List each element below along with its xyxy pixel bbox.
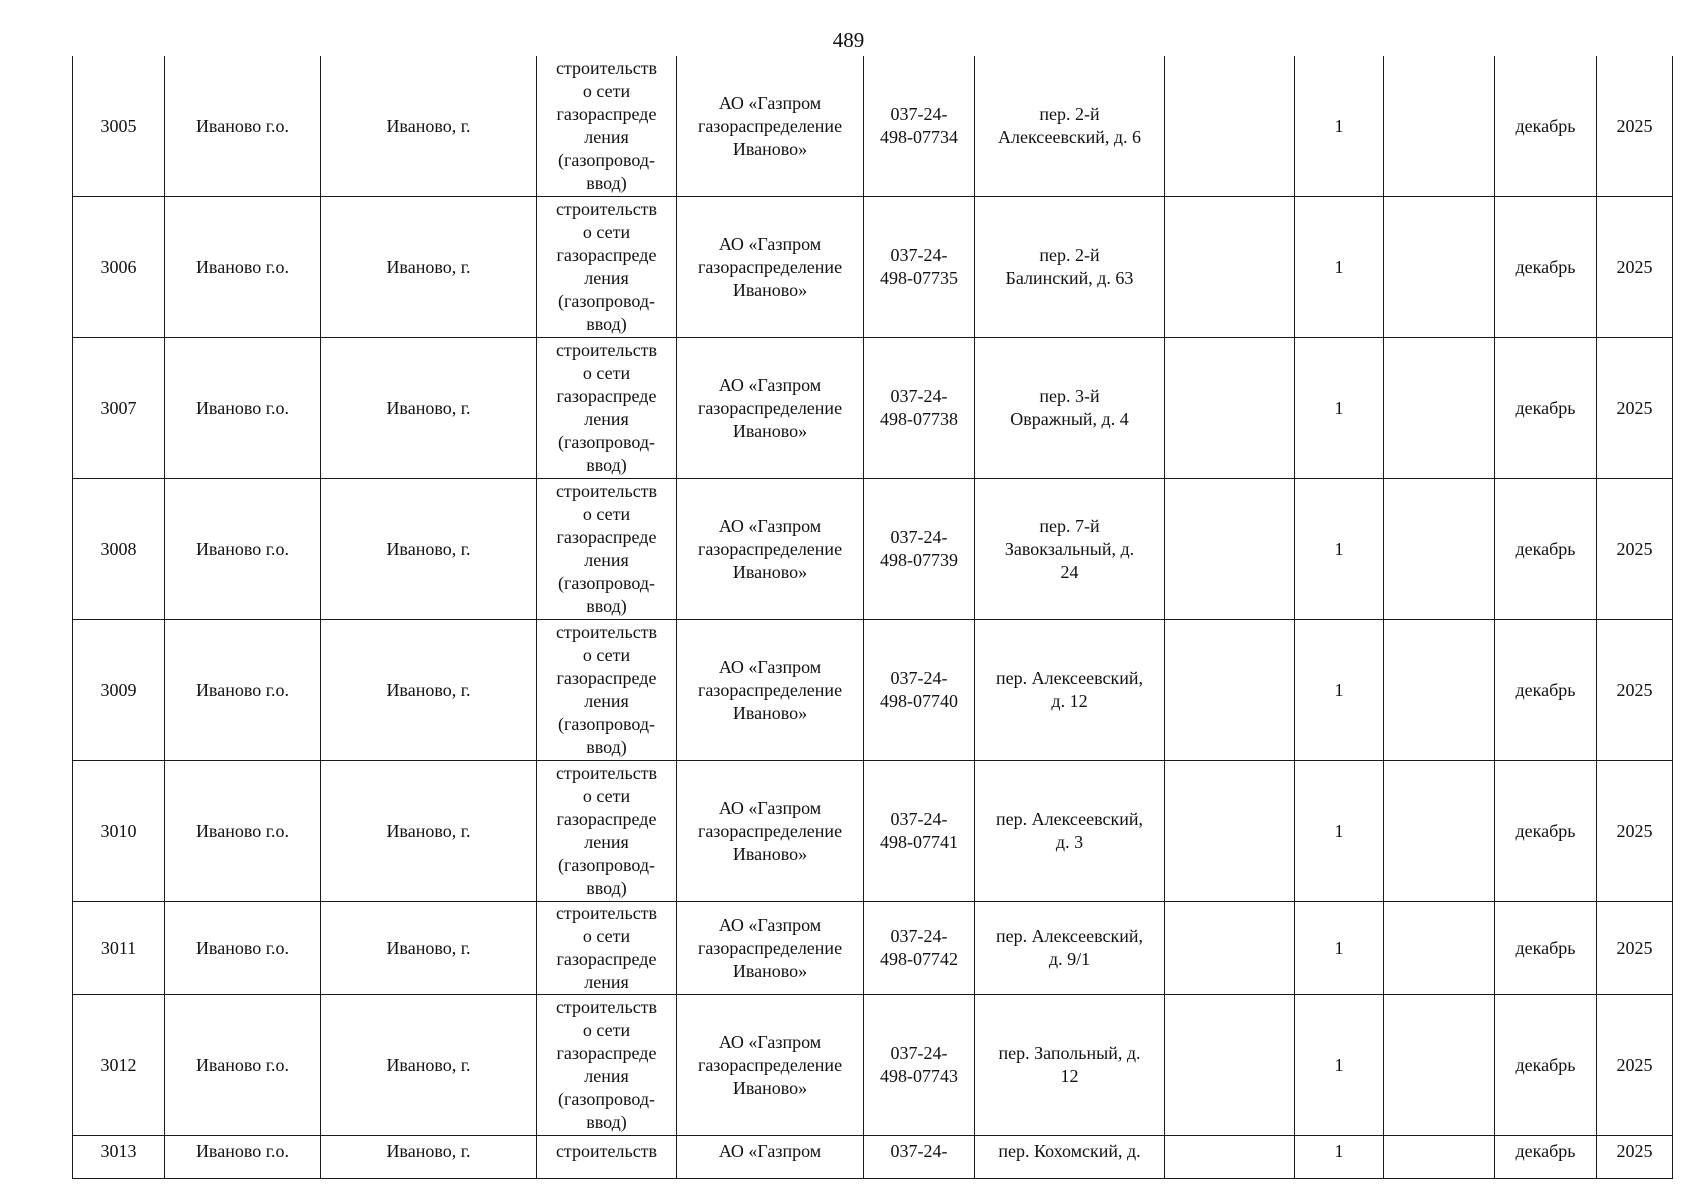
work-type-cell bbox=[537, 995, 677, 1136]
cell-line: Алексеевский, д. 6 bbox=[997, 127, 1141, 147]
year-cell: 2025 bbox=[1597, 620, 1673, 761]
registry-code-cell bbox=[864, 902, 975, 995]
address-cell bbox=[975, 1136, 1165, 1179]
cell-line: Иваново» bbox=[732, 420, 808, 441]
locality-cell: Иваново, г. bbox=[321, 56, 537, 197]
table-row bbox=[73, 197, 1673, 338]
year-cell: 2025 bbox=[1597, 761, 1673, 902]
cell-line: о сети bbox=[582, 504, 631, 524]
registry-code-cell bbox=[864, 1136, 975, 1179]
district-cell: Иваново г.о. bbox=[165, 620, 321, 761]
row-number-cell: 3011 bbox=[73, 902, 165, 995]
year-cell: 2025 bbox=[1597, 995, 1673, 1136]
cell-line: 498-07740 bbox=[880, 691, 958, 711]
cell-line: ввод) bbox=[586, 173, 627, 193]
cell-line: о сети bbox=[582, 645, 631, 665]
address-cell bbox=[975, 479, 1165, 620]
locality-cell: Иваново, г. bbox=[321, 995, 537, 1136]
cell-line: АО «Газпром bbox=[718, 914, 822, 935]
table-row bbox=[73, 995, 1673, 1136]
empty-cell bbox=[1384, 902, 1495, 995]
row-number-cell: 3009 bbox=[73, 620, 165, 761]
locality-cell: Иваново, г. bbox=[321, 338, 537, 479]
registry-code-cell bbox=[864, 56, 975, 197]
cell-line: о сети bbox=[582, 1020, 631, 1040]
address-cell bbox=[975, 995, 1165, 1136]
empty-cell bbox=[1384, 479, 1495, 620]
cell-line: строительств bbox=[555, 1141, 658, 1161]
district-cell: Иваново г.о. bbox=[165, 479, 321, 620]
locality-cell: Иваново, г. bbox=[321, 197, 537, 338]
cell-line: о сети bbox=[582, 786, 631, 806]
cell-line: строительств bbox=[555, 997, 658, 1017]
month-cell: декабрь bbox=[1495, 902, 1597, 995]
empty-cell bbox=[1384, 338, 1495, 479]
cell-line: газораспреде bbox=[556, 245, 657, 265]
cell-line: Иваново» bbox=[732, 138, 808, 159]
address-cell bbox=[975, 197, 1165, 338]
work-type-cell bbox=[537, 761, 677, 902]
year-cell: 2025 bbox=[1597, 338, 1673, 479]
cell-line: пер. 3-й bbox=[1039, 386, 1100, 406]
page-number: 489 bbox=[832, 28, 865, 52]
cell-line: ления bbox=[584, 972, 629, 992]
cell-line: ления bbox=[584, 268, 629, 288]
locality-cell: Иваново, г. bbox=[321, 761, 537, 902]
district-cell: Иваново г.о. bbox=[165, 56, 321, 197]
cell-line: Иваново» bbox=[732, 702, 808, 723]
cell-line: газораспределение bbox=[697, 820, 843, 841]
address-cell bbox=[975, 620, 1165, 761]
table-row bbox=[73, 1136, 1673, 1179]
year-cell: 2025 bbox=[1597, 56, 1673, 197]
cell-line: строительств bbox=[555, 622, 658, 642]
cell-line: (газопровод- bbox=[557, 1089, 655, 1109]
organization-cell bbox=[677, 56, 864, 197]
year-cell: 2025 bbox=[1597, 902, 1673, 995]
count-cell: 1 bbox=[1295, 479, 1384, 620]
organization-cell bbox=[677, 995, 864, 1136]
cell-line: газораспределение bbox=[697, 937, 843, 958]
work-type-cell bbox=[537, 479, 677, 620]
month-cell: декабрь bbox=[1495, 338, 1597, 479]
work-type-cell bbox=[537, 56, 677, 197]
cell-line: АО «Газпром bbox=[718, 1141, 822, 1161]
cell-line: газораспределение bbox=[697, 115, 843, 136]
cell-line: 498-07734 bbox=[880, 127, 958, 147]
count-cell: 1 bbox=[1295, 197, 1384, 338]
registry-code-cell bbox=[864, 338, 975, 479]
table-row bbox=[73, 56, 1673, 197]
cell-line: АО «Газпром bbox=[718, 92, 822, 113]
cell-line: пер. Кохомский, д. bbox=[998, 1141, 1141, 1161]
cell-line: газораспреде bbox=[556, 386, 657, 406]
cell-line: 037-24- bbox=[890, 104, 948, 124]
locality-cell: Иваново, г. bbox=[321, 479, 537, 620]
cell-line: ввод) bbox=[586, 314, 627, 334]
cell-line: (газопровод- bbox=[557, 432, 655, 452]
cell-line: строительств bbox=[555, 58, 658, 78]
cell-line: о сети bbox=[582, 222, 631, 242]
cell-line: (газопровод- bbox=[557, 714, 655, 734]
cell-line: 037-24- bbox=[890, 1043, 948, 1063]
cell-line: 037-24- bbox=[890, 809, 948, 829]
cell-line: 498-07743 bbox=[880, 1066, 958, 1086]
cell-line: Иваново» bbox=[732, 561, 808, 582]
cell-line: пер. 2-й bbox=[1039, 245, 1100, 265]
registry-code-cell bbox=[864, 197, 975, 338]
cell-line: ввод) bbox=[586, 878, 627, 898]
cell-line: (газопровод- bbox=[557, 573, 655, 593]
count-cell: 1 bbox=[1295, 902, 1384, 995]
registry-code-cell bbox=[864, 479, 975, 620]
count-cell: 1 bbox=[1295, 1136, 1384, 1179]
row-number-cell: 3005 bbox=[73, 56, 165, 197]
cell-line: о сети bbox=[582, 81, 631, 101]
empty-cell bbox=[1384, 197, 1495, 338]
district-cell: Иваново г.о. bbox=[165, 197, 321, 338]
district-cell: Иваново г.о. bbox=[165, 1136, 321, 1179]
registry-code-cell bbox=[864, 620, 975, 761]
work-type-cell bbox=[537, 902, 677, 995]
cell-line: 12 bbox=[1060, 1066, 1079, 1086]
address-cell bbox=[975, 902, 1165, 995]
cell-line: Иваново» bbox=[732, 1077, 808, 1098]
empty-cell bbox=[1384, 1136, 1495, 1179]
cell-line: 498-07735 bbox=[880, 268, 958, 288]
cell-line: 037-24- bbox=[890, 386, 948, 406]
cell-line: 498-07742 bbox=[880, 949, 958, 969]
empty-cell bbox=[1165, 479, 1295, 620]
row-number-cell: 3012 bbox=[73, 995, 165, 1136]
count-cell: 1 bbox=[1295, 338, 1384, 479]
work-type-cell bbox=[537, 620, 677, 761]
table-row bbox=[73, 902, 1673, 995]
organization-cell bbox=[677, 761, 864, 902]
month-cell: декабрь bbox=[1495, 197, 1597, 338]
year-cell: 2025 bbox=[1597, 197, 1673, 338]
cell-line: д. 9/1 bbox=[1048, 949, 1091, 969]
cell-line: газораспределение bbox=[697, 256, 843, 277]
cell-line: газораспреде bbox=[556, 104, 657, 124]
address-cell bbox=[975, 56, 1165, 197]
table-row bbox=[73, 338, 1673, 479]
cell-line: АО «Газпром bbox=[718, 233, 822, 254]
cell-line: д. 3 bbox=[1055, 832, 1084, 852]
year-cell: 2025 bbox=[1597, 479, 1673, 620]
work-type-cell bbox=[537, 338, 677, 479]
cell-line: пер. Запольный, д. bbox=[998, 1043, 1141, 1063]
cell-line: ления bbox=[584, 550, 629, 570]
empty-cell bbox=[1165, 1136, 1295, 1179]
organization-cell bbox=[677, 902, 864, 995]
cell-line: о сети bbox=[582, 926, 631, 946]
empty-cell bbox=[1165, 197, 1295, 338]
empty-cell bbox=[1165, 56, 1295, 197]
empty-cell bbox=[1165, 338, 1295, 479]
cell-line: строительств bbox=[555, 340, 658, 360]
row-number-cell: 3008 bbox=[73, 479, 165, 620]
cell-line: 24 bbox=[1060, 561, 1079, 582]
cell-line: АО «Газпром bbox=[718, 797, 822, 818]
organization-cell bbox=[677, 1136, 864, 1179]
cell-line: 037-24- bbox=[890, 926, 948, 946]
cell-line: газораспреде bbox=[556, 809, 657, 829]
district-cell: Иваново г.о. bbox=[165, 761, 321, 902]
empty-cell bbox=[1384, 620, 1495, 761]
cell-line: д. 12 bbox=[1051, 691, 1088, 711]
cell-line: газораспределение bbox=[697, 679, 843, 700]
cell-line: газораспреде bbox=[556, 668, 657, 688]
row-number-cell: 3006 bbox=[73, 197, 165, 338]
cell-line: газораспреде bbox=[556, 1043, 657, 1063]
month-cell: декабрь bbox=[1495, 56, 1597, 197]
cell-line: о сети bbox=[582, 363, 631, 383]
cell-line: строительств bbox=[555, 481, 658, 501]
cell-line: 037-24- bbox=[890, 527, 948, 547]
month-cell: декабрь bbox=[1495, 620, 1597, 761]
cell-line: Иваново» bbox=[732, 843, 808, 864]
month-cell: декабрь bbox=[1495, 995, 1597, 1136]
cell-line: Иваново» bbox=[732, 279, 808, 300]
row-number-cell: 3007 bbox=[73, 338, 165, 479]
empty-cell bbox=[1384, 761, 1495, 902]
month-cell: декабрь bbox=[1495, 479, 1597, 620]
cell-line: строительств bbox=[555, 199, 658, 219]
district-cell: Иваново г.о. bbox=[165, 902, 321, 995]
count-cell: 1 bbox=[1295, 761, 1384, 902]
table-row bbox=[73, 479, 1673, 620]
cell-line: Завокзальный, д. bbox=[1004, 538, 1135, 559]
empty-cell bbox=[1165, 995, 1295, 1136]
cell-line: газораспределение bbox=[697, 397, 843, 418]
cell-line: (газопровод- bbox=[557, 150, 655, 170]
cell-line: АО «Газпром bbox=[718, 374, 822, 395]
registry-code-cell bbox=[864, 761, 975, 902]
organization-cell bbox=[677, 479, 864, 620]
empty-cell bbox=[1165, 761, 1295, 902]
cell-line: ления bbox=[584, 409, 629, 429]
address-cell bbox=[975, 761, 1165, 902]
work-type-cell bbox=[537, 197, 677, 338]
cell-line: ввод) bbox=[586, 455, 627, 475]
cell-line: пер. Алексеевский, bbox=[996, 668, 1143, 688]
cell-line: газораспределение bbox=[697, 1054, 843, 1075]
table-row bbox=[73, 761, 1673, 902]
cell-line: ввод) bbox=[586, 737, 627, 757]
locality-cell: Иваново, г. bbox=[321, 620, 537, 761]
cell-line: газораспределение bbox=[697, 538, 843, 559]
table-row bbox=[73, 620, 1673, 761]
row-number-cell: 3013 bbox=[73, 1136, 165, 1179]
cell-line: 498-07739 bbox=[880, 550, 958, 570]
count-cell: 1 bbox=[1295, 620, 1384, 761]
organization-cell bbox=[677, 338, 864, 479]
cell-line: ввод) bbox=[586, 1112, 627, 1132]
month-cell: декабрь bbox=[1495, 761, 1597, 902]
cell-line: Овражный, д. 4 bbox=[1010, 409, 1129, 429]
registry-rows bbox=[73, 56, 1673, 1179]
registry-code-cell bbox=[864, 995, 975, 1136]
cell-line: газораспреде bbox=[556, 527, 657, 547]
empty-cell bbox=[1384, 995, 1495, 1136]
locality-cell: Иваново, г. bbox=[321, 1136, 537, 1179]
empty-cell bbox=[1165, 902, 1295, 995]
district-cell: Иваново г.о. bbox=[165, 338, 321, 479]
address-cell bbox=[975, 338, 1165, 479]
cell-line: 498-07741 bbox=[880, 832, 958, 852]
cell-line: АО «Газпром bbox=[718, 515, 822, 536]
cell-line: пер. 2-й bbox=[1039, 104, 1100, 124]
cell-line: АО «Газпром bbox=[718, 656, 822, 677]
month-cell: декабрь bbox=[1495, 1136, 1597, 1179]
cell-line: строительств bbox=[555, 903, 658, 923]
cell-line: (газопровод- bbox=[557, 855, 655, 875]
year-cell: 2025 bbox=[1597, 1136, 1673, 1179]
work-type-cell bbox=[537, 1136, 677, 1179]
count-cell: 1 bbox=[1295, 995, 1384, 1136]
organization-cell bbox=[677, 620, 864, 761]
cell-line: 037-24- bbox=[890, 245, 948, 265]
cell-line: 498-07738 bbox=[880, 409, 958, 429]
locality-cell: Иваново, г. bbox=[321, 902, 537, 995]
cell-line: строительств bbox=[555, 763, 658, 783]
cell-line: ввод) bbox=[586, 596, 627, 616]
registry-table bbox=[72, 56, 1673, 1179]
district-cell: Иваново г.о. bbox=[165, 995, 321, 1136]
cell-line: ления bbox=[584, 691, 629, 711]
count-cell: 1 bbox=[1295, 56, 1384, 197]
cell-line: (газопровод- bbox=[557, 291, 655, 311]
cell-line: Балинский, д. 63 bbox=[1005, 268, 1134, 288]
cell-line: пер. Алексеевский, bbox=[996, 926, 1143, 946]
cell-line: АО «Газпром bbox=[718, 1031, 822, 1052]
empty-cell bbox=[1384, 56, 1495, 197]
cell-line: ления bbox=[584, 127, 629, 147]
cell-line: 037-24- bbox=[890, 1141, 948, 1161]
organization-cell bbox=[677, 197, 864, 338]
cell-line: ления bbox=[584, 1066, 629, 1086]
row-number-cell: 3010 bbox=[73, 761, 165, 902]
cell-line: пер. Алексеевский, bbox=[996, 809, 1143, 829]
cell-line: 037-24- bbox=[890, 668, 948, 688]
cell-line: Иваново» bbox=[732, 960, 808, 981]
cell-line: ления bbox=[584, 832, 629, 852]
cell-line: газораспреде bbox=[556, 949, 657, 969]
empty-cell bbox=[1165, 620, 1295, 761]
cell-line: пер. 7-й bbox=[1039, 515, 1100, 536]
